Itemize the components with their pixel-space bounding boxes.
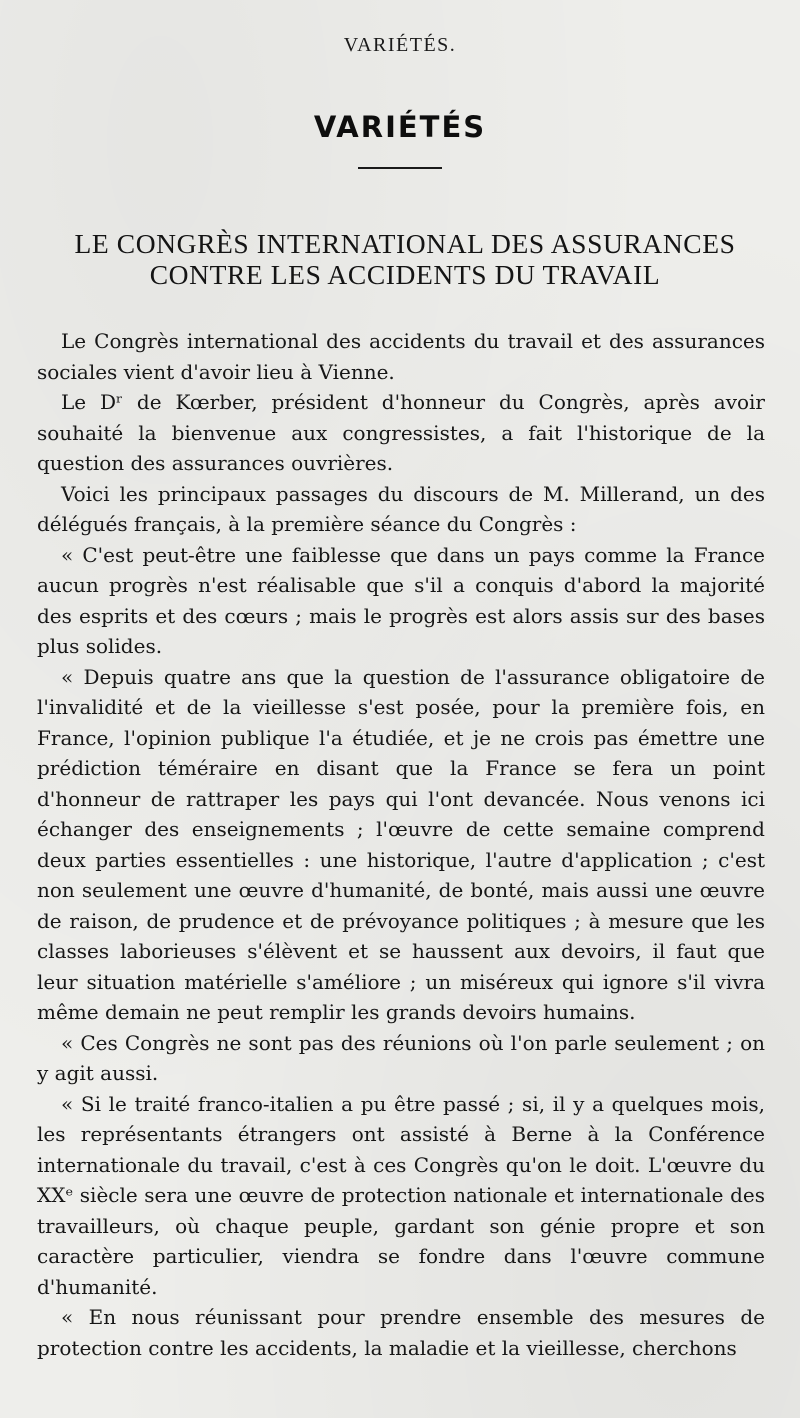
title-rule [358,167,442,169]
running-head: VARIÉTÉS. [343,34,457,56]
paragraph: Le Dʳ de Kœrber, président d'honneur du Congrès, après avoir souhaité la bienvenue aux congressistes, a fait l'historique de la question des assurances ouvrières. [37,390,765,475]
article-title [30,228,780,290]
paragraph: Le Congrès international des accidents du travail et des assurances sociales vient d'avoir lieu à Vienne. [37,329,765,384]
paragraph: « C'est peut-être une faiblesse que dans un pays comme la France aucun progrès n'est réalisable que s'il a conquis d'abord la majorité des esprits et des cœurs ; mais le progrès est alors assis sur des bases plus solides. [37,542,765,658]
article-title-line-2: CONTRE LES ACCIDENTS DU TRAVAIL [149,259,661,290]
paragraph: « Ces Congrès ne sont pas des réunions où l'on parle seulement ; on y agit aussi. [37,1030,765,1085]
paragraph: « Si le traité franco-italien a pu être passé ; si, il y a quelques mois, les représentants étrangers ont assisté à Berne à la Conférence internationale du travail, c'est à ces Congrès qu'on le doit. L'œuvre du XXᵉ siècle sera une œuvre de protection nationale et internationale des travailleurs, où chaque peuple, gardant son génie propre et son caractère particulier, viendra se fondre dans l'œuvre commune d'humanité. [37,1091,765,1299]
paragraph: « Depuis quatre ans que la question de l'assurance obligatoire de l'invalidité et de la vieillesse s'est posée, pour la première fois, en France, l'opinion publique l'a étudiée, et je ne crois pas émettre une prédiction téméraire en disant que la France se fera un point d'honneur de rattraper les pays qui l'ont devancée. Nous venons ici échanger des enseignements ; l'œuvre de cette semaine comprend deux parties essentielles : une historique, l'autre d'application ; c'est non seulement une œuvre d'humanité, de bonté, mais aussi une œuvre de raison, de prudence et de prévoyance politiques ; à mesure que les classes laborieuses s'élèvent et se haussent aux devoirs, il faut que leur situation matérielle s'améliore ; un miséreux qui ignore s'il vivra même demain ne peut remplir les grands devoirs humains. [37,664,765,1024]
article-body [37,326,765,1363]
paragraph: « En nous réunissant pour prendre ensemble des mesures de protection contre les accidents, la maladie et la vieillesse, cherchons [37,1305,765,1360]
article-title-line-1: LE CONGRÈS INTERNATIONAL DES ASSURANCES [74,228,736,259]
paragraph: Voici les principaux passages du discours de M. Millerand, un des délégués français, à la première séance du Congrès : [37,481,765,536]
section-title: VARIÉTÉS [313,110,487,144]
